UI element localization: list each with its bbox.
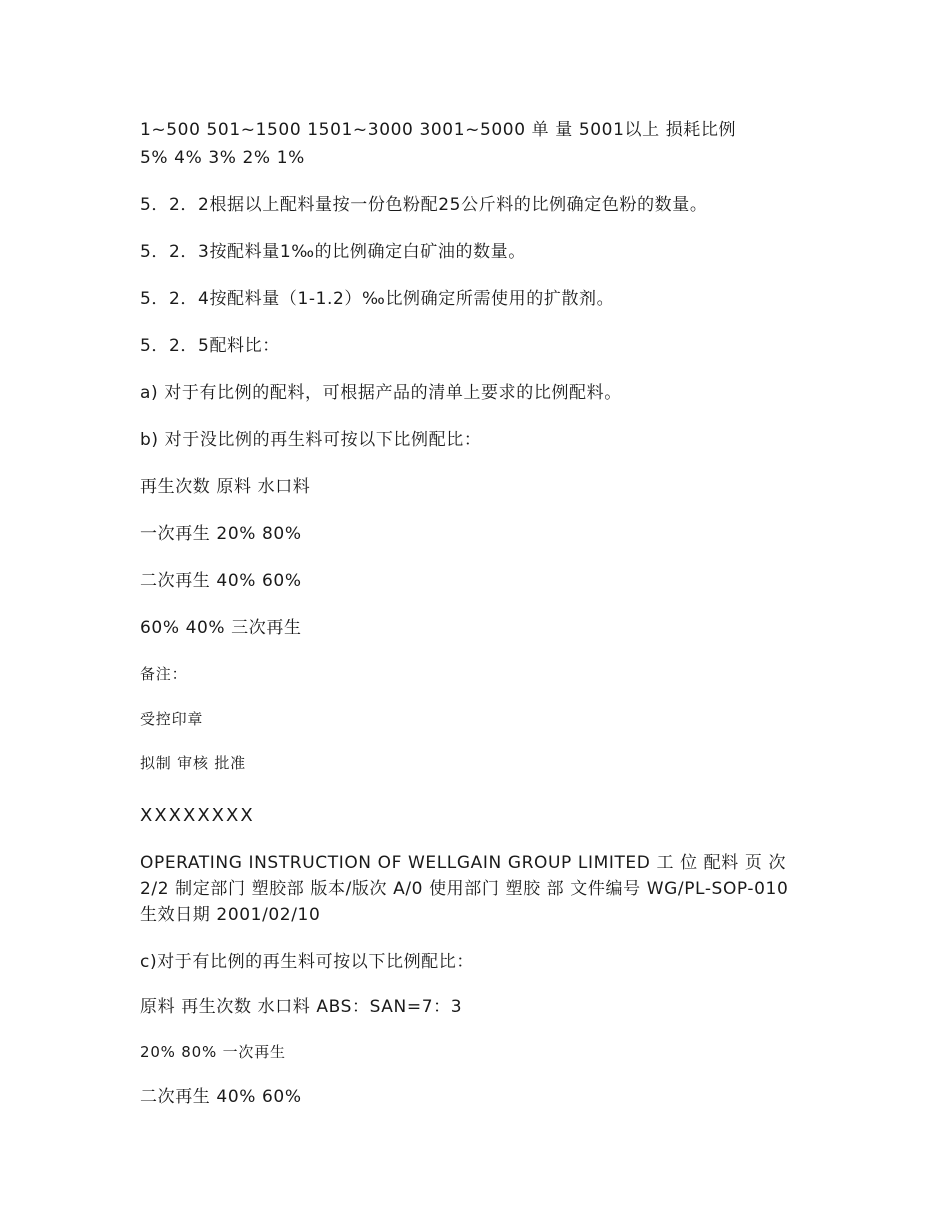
paragraph-5-2-4: 5．2．4按配料量（1-1.2）‰比例确定所需使用的扩散剂。 [140,289,615,309]
loss-table-row-2: 5% 4% 3% 2% 1% [140,148,305,168]
regrind-table-1-row-3: 60% 40% 三次再生 [140,618,302,638]
regrind-table-1-header: 再生次数 原料 水口料 [140,477,311,497]
signoff-line: 拟制 审核 批准 [140,754,246,772]
controlled-stamp-label: 受控印章 [140,710,204,728]
regrind-table-2-header: 原料 再生次数 水口料 ABS：SAN=7：3 [140,997,463,1017]
company-placeholder: XXXXXXXX [140,805,255,826]
paragraph-5-2-3: 5．2．3按配料量1‰的比例确定白矿油的数量。 [140,242,526,262]
item-b: b) 对于没比例的再生料可按以下比例配比： [140,430,482,450]
document-header-info: OPERATING INSTRUCTION OF WELLGAIN GROUP LIMITED 工 位 配料 页 次 2/2 制定部门 塑胶部 版本/版次 A/0 使用部门 塑胶 部 文件编号 WG/PL-SOP-010 生效日期 2001/02/10 [140,853,789,925]
regrind-table-2-row-2: 二次再生 40% 60% [140,1087,302,1107]
paragraph-5-2-5: 5．2．5配料比： [140,336,280,356]
loss-table-row-1: 1~500 501~1500 1501~3000 3001~5000 单 量 5001以上 损耗比例 [140,120,737,140]
remark-label: 备注： [140,665,188,683]
regrind-table-1-row-1: 一次再生 20% 80% [140,524,302,544]
regrind-table-1-row-2: 二次再生 40% 60% [140,571,302,591]
item-c: c)对于有比例的再生料可按以下比例配比： [140,952,474,972]
regrind-table-2-row-1: 20% 80% 一次再生 [140,1043,286,1061]
paragraph-5-2-2: 5．2．2根据以上配料量按一份色粉配25公斤料的比例确定色粉的数量。 [140,195,708,215]
item-a: a) 对于有比例的配料，可根据产品的清单上要求的比例配料。 [140,383,622,403]
